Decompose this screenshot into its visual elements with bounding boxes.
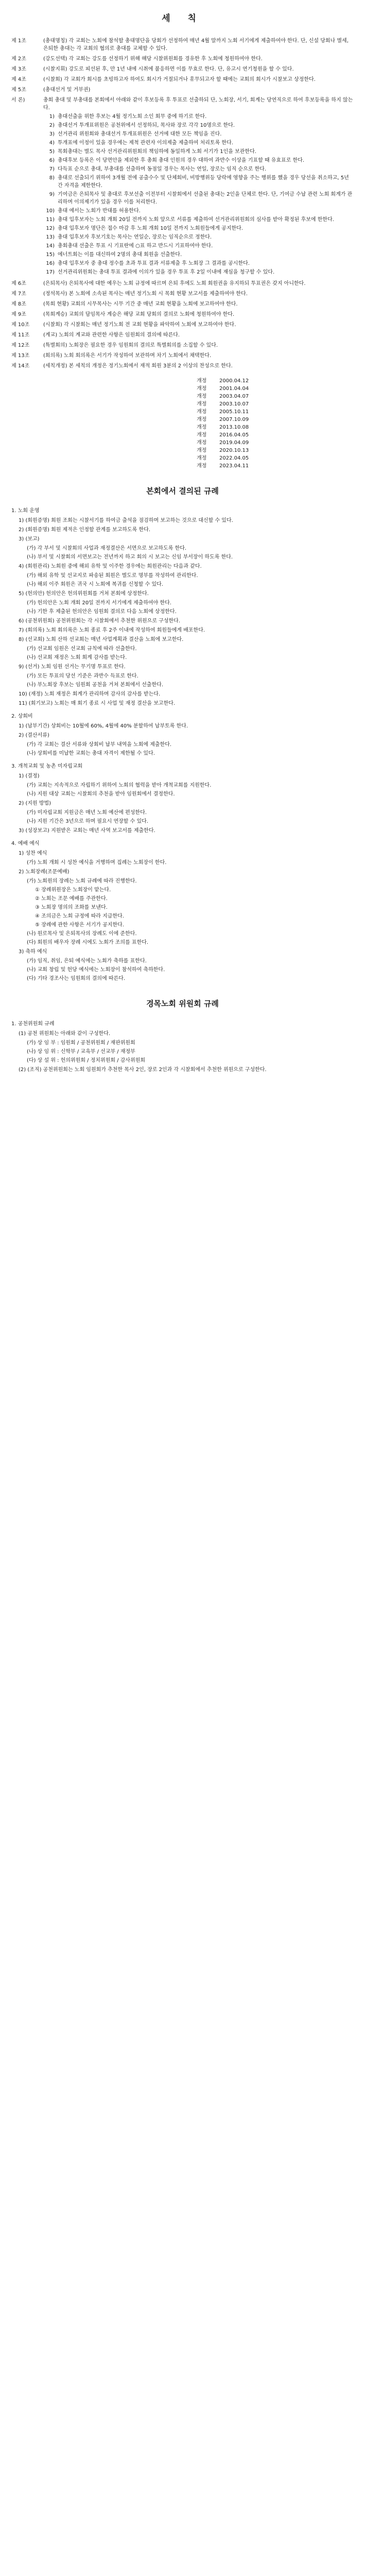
rule-line: (가) 각 교회는 결산 서류와 상회비 납부 내역을 노회에 제출한다. <box>27 742 172 748</box>
rules-list <box>11 507 354 982</box>
rule-line: 2) (결산서류) <box>19 733 49 738</box>
article-item-text: 총대로 선출되기 위하여 3개월 전에 공출수수 및 단체회비, 비방행위등 당락에 영향을 주는 행위를 했을 경우 당선을 취소하고, 5년간 자격을 제한한다. <box>58 175 349 189</box>
rule-line: 1) (납부기간) 상회비는 10월에 60%, 4월에 40% 분할하여 납부토록 한다. <box>19 723 188 729</box>
article-body <box>43 280 354 287</box>
article-label: 제 1조 <box>11 38 26 44</box>
article-text: 총회 총대 및 부총대를 본회에서 아래와 같이 후보등록 후 투표로 선출하되 단, 노회장, 서기, 회계는 당연직으로 하여 후보등록을 하지 않는다. <box>43 97 353 111</box>
article-item-text: 총대 입후보자 중 총대 정수를 초과 투표 결과 서류제출 후 노회장 그 결과를 공시한다. <box>58 260 250 266</box>
article-body <box>43 311 354 318</box>
revision-row <box>197 454 354 462</box>
revision-row <box>197 416 354 423</box>
article-item-number: 14) <box>46 243 55 249</box>
rule-line: 1) 성찬 예식 <box>19 851 47 856</box>
rule-line: (나) 기한 후 제출된 헌의안은 임원회 결의로 다음 노회에 상정한다. <box>27 609 177 615</box>
revision-date: 2016.04.05 <box>219 432 249 438</box>
article-body <box>43 300 354 308</box>
article-body <box>43 55 354 63</box>
article-body <box>43 96 354 277</box>
article-text: (특별회의) 노회장은 필요한 경우 임원회의 결의로 특별회의를 소집할 수 있다. <box>43 342 218 348</box>
article-body <box>43 321 354 329</box>
article-text: (시찰회) 각 교회가 회시를 초빙하고자 하여도 회시가 거절되거나 휴무되고자 할 때에는 교회의 회시가 시찰보고 상정한다. <box>43 76 316 82</box>
revision-date: 2003.04.07 <box>219 393 249 399</box>
rule-line: (나) 부서 및 시찰회의 서면보고는 전년까지 하고 회의 시 보고는 신임 부서장이 하도록 한다. <box>27 554 233 560</box>
article <box>11 96 354 277</box>
rule-line: (가) 모든 투표의 당선 기준은 과반수 득표로 한다. <box>27 673 138 679</box>
rule-line: (다) 상 설 위 : 헌의위원회 / 정치위원회 / 감사위원회 <box>27 1057 146 1063</box>
rule-line: (나) 선교회 재정은 노회 회계 감사를 받는다. <box>27 655 127 660</box>
article <box>11 65 354 73</box>
revision-date: 2023.04.11 <box>219 463 249 469</box>
article <box>11 55 354 63</box>
article-body <box>43 76 354 83</box>
rule-line: (다) 기타 경조사는 임원회의 결의에 따른다. <box>27 976 126 981</box>
article-item <box>43 251 354 259</box>
article-item-number: 7) <box>49 166 55 172</box>
article-text: (시찰지휘) 강도로 피선된 후, 만 1년 내에 시취에 불응하면 이를 무효로 한다. 단, 유고시 연기청원을 할 수 있다. <box>43 66 294 72</box>
revision-label: 개정 <box>197 455 207 461</box>
revision-label: 개정 <box>197 463 207 469</box>
rule-line: (나) 교회 창립 및 헌당 예식에는 노회장이 참석하여 축하한다. <box>27 967 165 973</box>
article-item-number: 15) <box>46 251 55 258</box>
article-text: (총대명칭) 각 교회는 노회에 참석할 총대명단을 당회가 선정하여 매년 4월 말까지 노회 서기에게 제출하여야 한다. 단, 신설 당회나 별세, 은퇴한 총대는 각 교회의 협의로 총대를 교체할 수 있다. <box>43 38 349 52</box>
rule-line: (나) 해외 이주 회원은 귀국 시 노회에 복귀를 신청할 수 있다. <box>27 582 163 587</box>
rule-line: (가) 노회원의 장례는 노회 규례에 따라 진행한다. <box>27 878 137 884</box>
article-item-number: 1) <box>49 113 55 120</box>
revision-label: 개정 <box>197 439 207 446</box>
rule-line: 1. 노회 운영 <box>11 508 40 514</box>
revision-row <box>197 393 354 400</box>
rule-line: 1) (회원증명) 회원 조회는 시찰서기를 하여금 출석을 점검하며 보고하는 것으로 대신할 수 있다. <box>19 518 233 523</box>
article-item-number: 8) <box>49 175 55 181</box>
article-label: 서 론) <box>11 97 25 103</box>
rule-line: (나) 지원 대상 교회는 시찰회의 추천을 받아 임원회에서 결정한다. <box>27 791 175 797</box>
rule-line: 10) (재정) 노회 재정은 회계가 관리하며 감사의 감사를 받는다. <box>19 691 161 697</box>
article-text: (정석목사) 본 노회에 소속된 목사는 매년 정기노회 시 목회 현황 보고서를 제출하여야 한다. <box>43 291 248 297</box>
article-item <box>43 122 354 129</box>
article-item <box>43 113 354 121</box>
rule-line: 2) 노회장례(조문예배) <box>19 869 69 875</box>
article-item <box>43 225 354 232</box>
article-text: (계교) 노회의 계교와 관련한 사항은 임원회의 결의에 따른다. <box>43 332 180 338</box>
revision-date: 2005.10.11 <box>219 409 249 415</box>
committee-list <box>11 1030 354 1074</box>
rule-line: 1) (결정) <box>19 773 40 779</box>
article-item <box>43 207 354 215</box>
article-text: (총대선거 및 거부권) <box>43 87 91 93</box>
article-item-text: 총대 입후보자는 노회 개회 20일 전까지 노회 앞으로 서류를 제출하여 선거관리위원회의 심사를 받아 확정된 후보에 한한다. <box>58 216 334 223</box>
rule-line: 8) (선교회) 노회 산하 선교회는 매년 사업계획과 결산을 노회에 보고한다. <box>19 637 184 642</box>
article <box>11 86 354 94</box>
document-page <box>0 0 365 1074</box>
revision-label: 개정 <box>197 432 207 438</box>
revision-label: 개정 <box>197 393 207 399</box>
article-item-text: 총대선출을 위한 후보는 4월 정기노회 소인 회무 중에 하기로 한다. <box>58 113 207 120</box>
article-label: 제 10조 <box>11 321 30 328</box>
article-item <box>43 157 354 164</box>
revision-history <box>197 377 354 470</box>
article-item-text: 선거관리위원회는 총대 투표 결과에 이의가 있을 경우 투표 후 2일 이내에 재심을 청구할 수 있다. <box>58 269 275 275</box>
rule-line: 3) (성장보고) 지원받은 교회는 매년 사역 보고서를 제출한다. <box>19 828 155 834</box>
article-item-text: 총대후보 등록은 이 당면안을 제외한 후 총회 총대 인원의 경우 대하여 과반수 이상을 기표할 때 유효표로 한다. <box>58 157 305 163</box>
article <box>11 300 354 308</box>
committee-intro: 1. 공천위원회 규례 <box>11 1021 55 1027</box>
article-item-text: 목회총대는 별도 목사 선거관리위원회의 책임하에 동일하게 노회 서기가 1인을 보관한다. <box>58 148 256 155</box>
rule-line: (가) 교회는 지속적으로 자립하기 위하여 노회의 협력을 받아 개척교회를 지원한다. <box>27 783 212 788</box>
article-label: 제 3조 <box>11 66 26 72</box>
article-label: 제 5조 <box>11 87 26 93</box>
article-body <box>43 290 354 298</box>
article-item-number: 11) <box>46 216 55 223</box>
rule-line: (가) 각 부서 및 시찰회의 사업과 재정결산은 서면으로 보고하도록 한다. <box>27 546 187 551</box>
article-item <box>43 260 354 267</box>
revision-date: 2022.04.05 <box>219 455 249 461</box>
revision-date: 2019.04.09 <box>219 439 249 446</box>
rule-line: 6) (공천위원회) 공천위원회는 각 시찰회에서 추천한 위원으로 구성한다. <box>19 618 180 624</box>
rule-line: (가) 선교회 임원은 선교회 규칙에 따라 선출한다. <box>27 646 137 652</box>
article-item-number: 5) <box>49 148 55 155</box>
article-body <box>43 362 354 370</box>
rule-line: 4) (회원관리) 노회원 중에 해외 유학 및 이주한 경우에는 회원관리는 다음과 같다. <box>19 564 202 569</box>
article-label: 제 14조 <box>11 363 30 369</box>
article <box>11 76 354 83</box>
article-body <box>43 352 354 360</box>
article-label: 제 12조 <box>11 342 30 348</box>
article-item-text: 다득표 순으로 총대, 부총대를 선출하며 동점일 경우는 목사는 연일, 장로는 임직 순으로 한다. <box>58 166 267 172</box>
rule-line: 3) (보고) <box>19 536 40 542</box>
rule-line: 2) (회원증명) 회원 제적은 인정할 관계를 보고하도록 한다. <box>19 527 151 533</box>
article-item <box>43 130 354 138</box>
article <box>11 331 354 339</box>
article-item-number: 13) <box>46 234 55 240</box>
article-item-number: 12) <box>46 225 55 231</box>
rule-line: (가) 상 임 부 : 임원회 / 공천위원회 / 재판위원회 <box>27 1040 135 1046</box>
revision-row <box>197 400 354 408</box>
article-label: 제 2조 <box>11 56 26 62</box>
doc-title: 세 칙 <box>162 13 203 24</box>
revision-label: 개정 <box>197 401 207 407</box>
article <box>11 362 354 370</box>
article-item-number: 9) <box>49 191 55 197</box>
section-title-committee: 경목노회 위원회 규례 <box>146 999 219 1008</box>
revision-date: 2003.10.07 <box>219 401 249 407</box>
revision-label: 개정 <box>197 385 207 392</box>
article-label: 제 4조 <box>11 76 26 82</box>
revision-row <box>197 462 354 470</box>
revision-row <box>197 408 354 416</box>
article-item-text: 총대 입후보자 후보기호는 목사는 연일순, 장로는 임직순으로 정한다. <box>58 234 212 240</box>
article-body <box>43 86 354 94</box>
rule-line: (나) 상회비를 미납한 교회는 총대 자격이 제한될 수 있다. <box>27 751 155 756</box>
article <box>11 311 354 318</box>
article <box>11 280 354 287</box>
article-item-number: 2) <box>49 122 55 128</box>
rule-line: (가) 미자립교회 지원금은 매년 노회 예산에 편성한다. <box>27 810 147 816</box>
article-item <box>43 216 354 224</box>
article-text: (목회 현황) 교회의 시무목사는 시무 기간 중 매년 교회 현황을 노회에 보고하여야 한다. <box>43 301 238 307</box>
article-item <box>43 242 354 250</box>
rule-line: 7) (회의록) 노회 회의록은 노회 종료 후 2주 이내에 작성하여 회원들에게 배포한다. <box>19 628 205 633</box>
revision-row <box>197 447 354 454</box>
revision-label: 개정 <box>197 424 207 430</box>
article-item-text: 총회총대 선출은 투표 시 기표란에 ○표 하고 반드시 기표하여야 한다. <box>58 243 213 249</box>
rule-line: 3. 개척교회 및 농촌 미자립교회 <box>11 764 83 769</box>
article-label: 제 11조 <box>11 332 30 338</box>
article <box>11 352 354 360</box>
article-label: 제 7조 <box>11 291 26 297</box>
articles-list <box>11 37 354 370</box>
revision-date: 2000.04.12 <box>219 378 249 384</box>
rule-line: 3) 축하 예식 <box>19 949 47 955</box>
article-item <box>43 191 354 206</box>
article-item-text: 기여금은 은퇴목사 및 총대로 후보선출 이전부터 시찰회에서 선출된 총대는 2인을 단체로 한다. 단, 기여금 수납 관련 노회 회계가 관리하며 이의제기가 있을 경우 이를 처리한다. <box>58 191 353 205</box>
revision-row <box>197 431 354 439</box>
article-label: 제 6조 <box>11 280 26 286</box>
article-text: (세칙개정) 본 세칙의 개정은 정기노회에서 재적 회원 3분의 2 이상의 찬성으로 한다. <box>43 363 233 369</box>
article-item-number: 4) <box>49 140 55 146</box>
rule-line: (다) 회원의 배우자 장례 시에도 노회가 조의를 표한다. <box>27 940 149 945</box>
article <box>11 37 354 53</box>
revision-row <box>197 377 354 385</box>
article-item-text: 총대선거 투개표위원은 공천위에서 선정하되, 목사와 장로 각각 10명으로 한다. <box>58 122 235 128</box>
article-item-text: 에너트회는 이를 대신하여 2명의 총대 회원을 선출한다. <box>58 251 182 258</box>
article-body <box>43 37 354 53</box>
article-label: 제 9조 <box>11 311 26 317</box>
rule-line: 2. 상회비 <box>11 714 33 719</box>
article-item-number: 17) <box>46 269 55 275</box>
article-text: (시찰회) 각 시찰회는 매년 정기노회 전 교회 현황을 파악하여 노회에 보고하여야 한다. <box>43 321 236 328</box>
rule-line: 2) (지원 방법) <box>19 801 51 806</box>
article-item-number: 10) <box>46 208 55 214</box>
article-item-number: 16) <box>46 260 55 266</box>
rule-line: (1) 공천 위원회는 아래와 같이 구성한다. <box>19 1030 111 1037</box>
article <box>11 342 354 349</box>
article-item-text: 선거관리 위원회와 총대선거 투개표위원은 선거에 대한 모든 책임을 진다. <box>58 131 222 137</box>
rule-line: (가) 임직, 취임, 은퇴 예식에는 노회가 축하를 표한다. <box>27 958 147 964</box>
article-item-text: 총대 에서는 노회가 반대를 허용한다. <box>58 208 141 214</box>
revision-date: 2001.04.04 <box>219 385 249 392</box>
rule-line: (가) 노회 개회 시 성찬 예식을 거행하며 집례는 노회장이 한다. <box>27 860 167 866</box>
article-text: (은퇴목사) 은퇴목사에 대한 예우는 노회 규정에 따르며 은퇴 후에도 노회 회원권을 유지하되 투표권은 갖지 아니한다. <box>43 280 306 286</box>
article-body <box>43 342 354 349</box>
article-item <box>43 165 354 173</box>
rule-line: 5) (헌의안) 헌의안은 헌의위원회를 거쳐 본회에 상정한다. <box>19 591 149 597</box>
revision-row <box>197 385 354 393</box>
rule-line: (나) 지원 기간은 3년으로 하며 필요시 연장할 수 있다. <box>27 819 148 824</box>
article-text: (회의록) 노회 회의록은 서기가 작성하여 보관하며 차기 노회에서 채택한다. <box>43 352 212 359</box>
rule-line: (나) 부노회장 후보는 임원회 공천을 거쳐 본회에서 선출한다. <box>27 682 164 688</box>
rule-line: (나) 원로목사 및 은퇴목사의 장례도 이에 준한다. <box>27 931 137 937</box>
article-item-text: 투개표에 이정이 있을 경우에는 제척 관련자 이의제출 제출하여 처리토록 한다. <box>58 140 233 146</box>
article-item-text: 총대 입후보자 명단은 접수 마감 후 노회 개회 10일 전까지 노회원들에게 공지한다. <box>58 225 243 231</box>
revision-date: 2007.10.09 <box>219 416 249 422</box>
revision-label: 개정 <box>197 416 207 422</box>
article-item <box>43 148 354 156</box>
revision-date: 2020.10.13 <box>219 447 249 453</box>
rule-line: (가) 해외 유학 및 선교지로 파송된 회원은 별도로 명부를 작성하여 관리한다. <box>27 573 198 579</box>
article-item <box>43 233 354 241</box>
article-item <box>43 139 354 147</box>
article <box>11 290 354 298</box>
rule-line: (2) (조직) 공천위원회는 노회 임원회가 추천한 목사 2인, 장로 2인과 각 시찰회에서 추천한 위원으로 구성한다. <box>19 1066 267 1073</box>
revision-date: 2013.10.08 <box>219 424 249 430</box>
rule-line: ① 장례위원장은 노회장이 맡는다. <box>35 887 111 893</box>
revision-row <box>197 423 354 431</box>
article-text: (목회계승) 교회의 담임목사 계승은 해당 교회 당회의 결의로 노회에 청원하여야 한다. <box>43 311 235 317</box>
rule-line: 4. 예배 예식 <box>11 841 40 846</box>
rule-line: 9) (선거) 노회 임원 선거는 무기명 투표로 한다. <box>19 664 126 670</box>
article-text: (강도선택) 각 교회는 강도를 선정하기 위해 해당 시찰위원회를 경유한 후 노회에 청원하여야 한다. <box>43 56 263 62</box>
rule-line: 11) (회기보고) 노회는 매 회기 종료 시 사업 및 재정 결산을 보고한다. <box>19 701 176 706</box>
article-label: 제 8조 <box>11 301 26 307</box>
article-item <box>43 174 354 190</box>
article-item-number: 3) <box>49 131 55 137</box>
rule-line: (가) 헌의안은 노회 개회 20일 전까지 서기에게 제출하여야 한다. <box>27 600 171 606</box>
revision-label: 개정 <box>197 409 207 415</box>
rule-line: ② 노회는 조문 예배를 주관한다. <box>35 896 108 902</box>
revision-row <box>197 439 354 447</box>
rule-line: ⑤ 장례에 관한 사항은 서기가 공지한다. <box>35 922 124 928</box>
rule-line: ③ 노회장 명의의 조화를 보낸다. <box>35 905 108 910</box>
section-title-rules: 본회에서 결의된 규례 <box>146 486 219 496</box>
revision-label: 개정 <box>197 447 207 453</box>
article <box>11 321 354 329</box>
article-body <box>43 65 354 73</box>
article-item-number: 6) <box>49 157 55 163</box>
article-body <box>43 331 354 339</box>
article-label: 제 13조 <box>11 352 30 359</box>
revision-label: 개정 <box>197 378 207 384</box>
rule-line: ④ 조의금은 노회 규정에 따라 지급한다. <box>35 913 124 919</box>
rule-line: (나) 상 임 위 : 신학부 / 교육부 / 선교부 / 재정부 <box>27 1048 135 1055</box>
article-item <box>43 268 354 276</box>
